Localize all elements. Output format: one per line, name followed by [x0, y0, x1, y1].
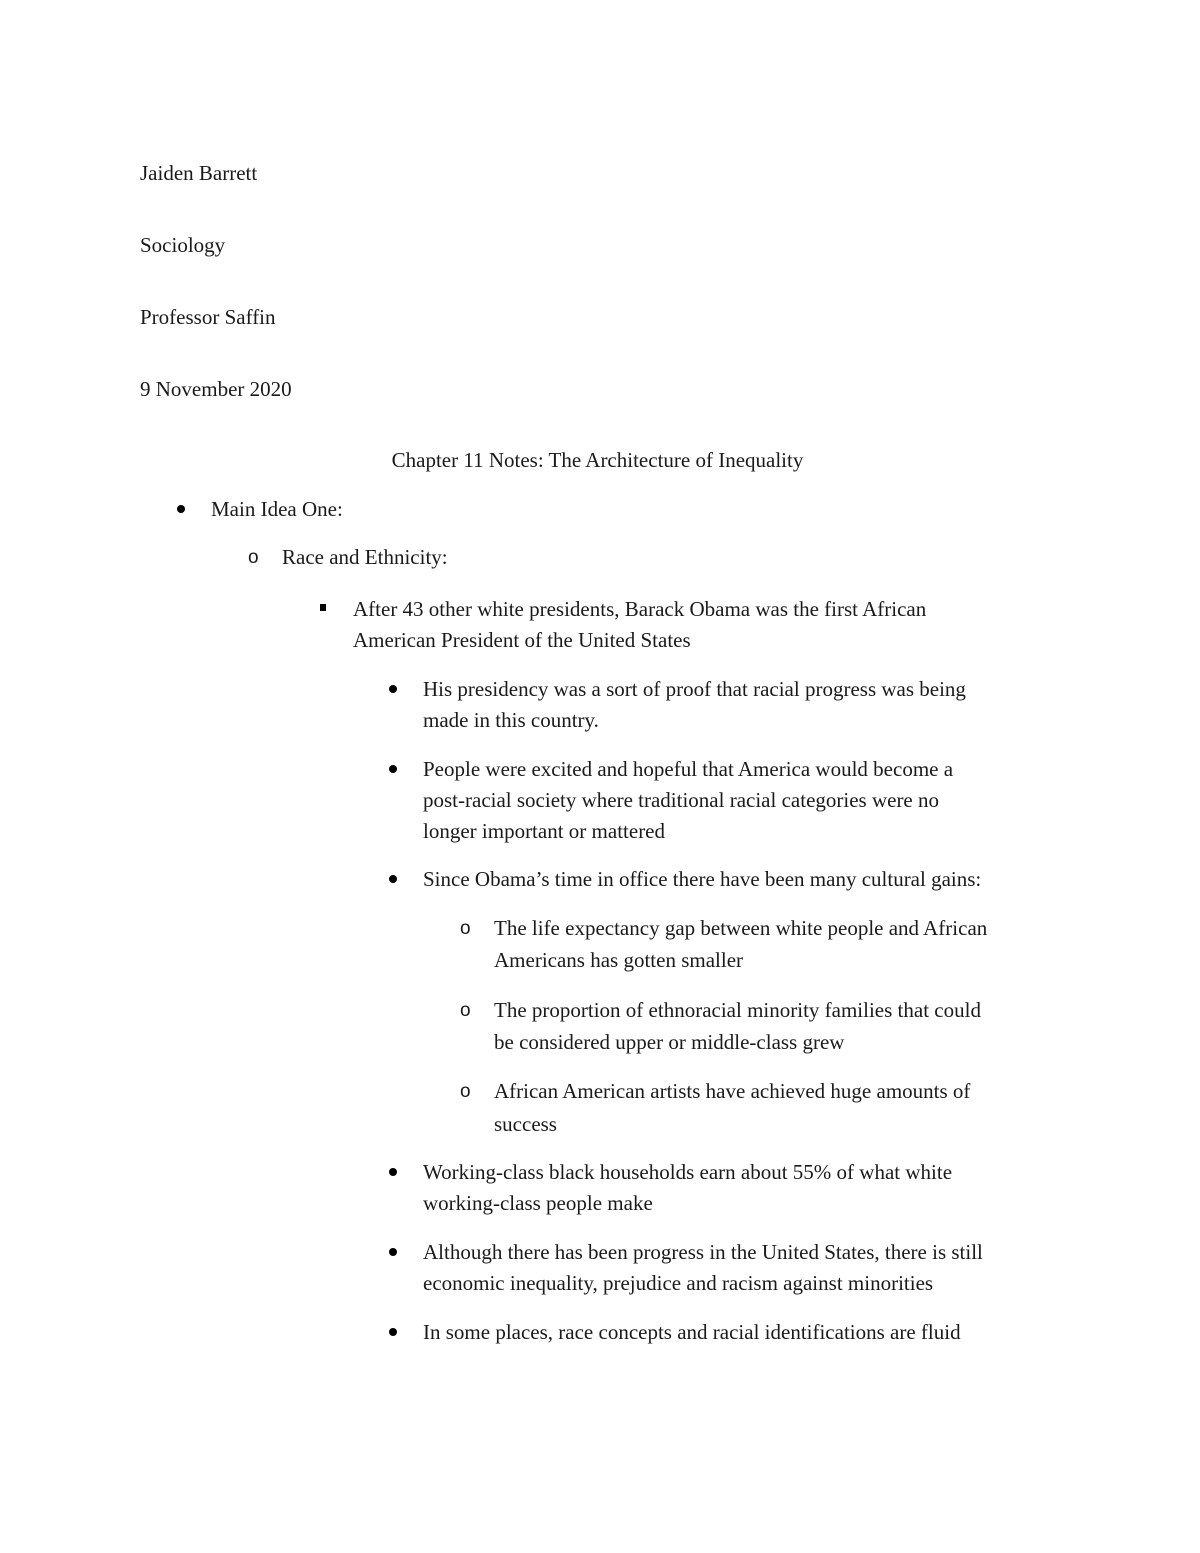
bullet-line: His presidency was a sort of proof that racial progress was being	[423, 677, 966, 701]
bullet-line: People were excited and hopeful that America would become a	[423, 757, 954, 781]
bullet-line: made in this country.	[423, 708, 599, 732]
bullet-circle-icon: o	[460, 918, 471, 939]
subitem-line: be considered upper or middle-class grew	[494, 1030, 845, 1054]
point-line-1: After 43 other white presidents, Barack Obama was the first African	[353, 597, 927, 621]
bullet-circle-icon: o	[460, 1081, 471, 1102]
bullet-disc-icon	[389, 685, 397, 693]
subitem-line: African American artists have achieved huge amounts of	[494, 1079, 971, 1103]
point-line-2: American President of the United States	[353, 628, 691, 652]
bullet-disc-icon	[177, 505, 185, 513]
bullet-line: longer important or mattered	[423, 819, 666, 843]
bullet-circle-icon: o	[460, 1000, 471, 1021]
subitem-line: The proportion of ethnoracial minority families that could	[494, 998, 981, 1022]
bullet-disc-icon	[389, 1328, 397, 1336]
bullet-disc-icon	[389, 1248, 397, 1256]
bullet-circle-icon: o	[248, 547, 259, 568]
professor-name: Professor Saffin	[140, 305, 276, 329]
student-name: Jaiden Barrett	[140, 161, 258, 185]
subitem-line: success	[494, 1112, 557, 1136]
sub-heading-label: Race and Ethnicity:	[282, 545, 448, 569]
bullet-disc-icon	[389, 1168, 397, 1176]
document-date: 9 November 2020	[140, 377, 292, 401]
bullet-square-icon	[320, 604, 326, 611]
bullet-line: Since Obama’s time in office there have been many cultural gains:	[423, 867, 982, 891]
subitem-line: Americans has gotten smaller	[494, 948, 744, 972]
bullet-line: Working-class black households earn about 55% of what white	[423, 1160, 953, 1184]
bullet-disc-icon	[389, 765, 397, 773]
course-name: Sociology	[140, 233, 226, 257]
bullet-line: economic inequality, prejudice and racism against minorities	[423, 1271, 934, 1295]
bullet-disc-icon	[389, 875, 397, 883]
bullet-line: post-racial society where traditional racial categories were no	[423, 788, 940, 812]
document-title: Chapter 11 Notes: The Architecture of Inequality	[391, 448, 804, 472]
bullet-line: Although there has been progress in the United States, there is still	[423, 1240, 983, 1264]
bullet-line: In some places, race concepts and racial identifications are fluid	[423, 1320, 961, 1344]
main-idea-label: Main Idea One:	[211, 497, 343, 521]
subitem-line: The life expectancy gap between white people and African	[494, 916, 988, 940]
bullet-line: working-class people make	[423, 1191, 653, 1215]
